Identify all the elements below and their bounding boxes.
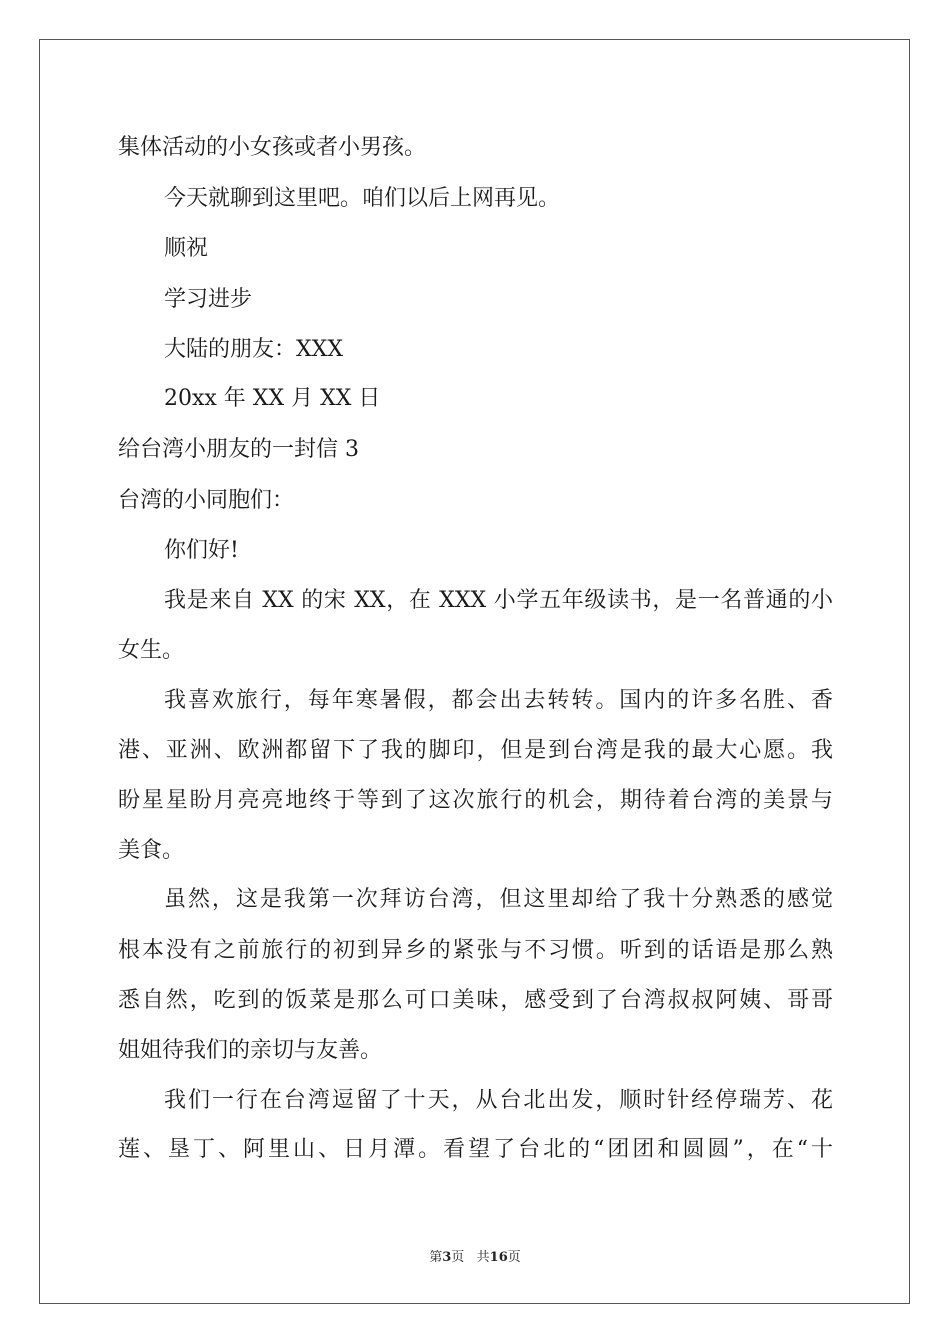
text-line: 今天就聊到这里吧。咱们以后上网再见。 — [164, 186, 561, 211]
footer-suffix: 页 — [507, 1250, 521, 1265]
text-line: 大陆的朋友：XXX — [164, 337, 343, 362]
text-line: 学习进步 — [164, 287, 253, 312]
salutation: 台湾的小同胞们： — [118, 488, 295, 513]
text-line: 我是来自 XX 的宋 XX，在 XXX 小学五年级读书，是一名普通的小 — [164, 588, 833, 613]
current-page-number: 3 — [442, 1250, 452, 1265]
text-line: 虽然，这是我第一次拜访台湾，但这里却给了我十分熟悉的感觉 — [164, 887, 833, 912]
text-line: 悉自然，吃到的饭菜是那么可口美味，感受到了台湾叔叔阿姨、哥哥 — [118, 988, 833, 1013]
greeting: 你们好! — [164, 538, 239, 563]
text-line: 集体活动的小女孩或者小男孩。 — [118, 135, 427, 160]
footer-middle: 页 共 — [451, 1250, 490, 1265]
footer-prefix: 第 — [429, 1250, 443, 1265]
page-footer — [0, 1246, 950, 1265]
text-line: 莲、垦丁、阿里山、日月潭。看望了台北的“团团和圆圆”，在“十 — [118, 1137, 833, 1162]
text-line: 我们一行在台湾逗留了十天，从台北出发，顺时针经停瑞芳、花 — [164, 1088, 833, 1113]
total-pages-number: 16 — [489, 1250, 508, 1265]
text-line: 女生。 — [118, 638, 185, 663]
text-line: 姐姐待我们的亲切与友善。 — [118, 1038, 383, 1063]
text-line: 我喜欢旅行，每年寒暑假，都会出去转转。国内的许多名胜、香 — [164, 688, 833, 713]
section-title: 给台湾小朋友的一封信 3 — [118, 437, 359, 462]
text-line: 20xx 年 XX 月 XX 日 — [164, 386, 381, 411]
text-line: 美食。 — [118, 838, 185, 863]
text-line: 盼星星盼月亮亮地终于等到了这次旅行的机会，期待着台湾的美景与 — [118, 788, 833, 813]
text-line: 港、亚洲、欧洲都留下了我的脚印，但是到台湾是我的最大心愿。我 — [118, 738, 833, 763]
text-line: 顺祝 — [164, 236, 209, 261]
text-line: 根本没有之前旅行的初到异乡的紧张与不习惯。听到的话语是那么熟 — [118, 938, 833, 963]
